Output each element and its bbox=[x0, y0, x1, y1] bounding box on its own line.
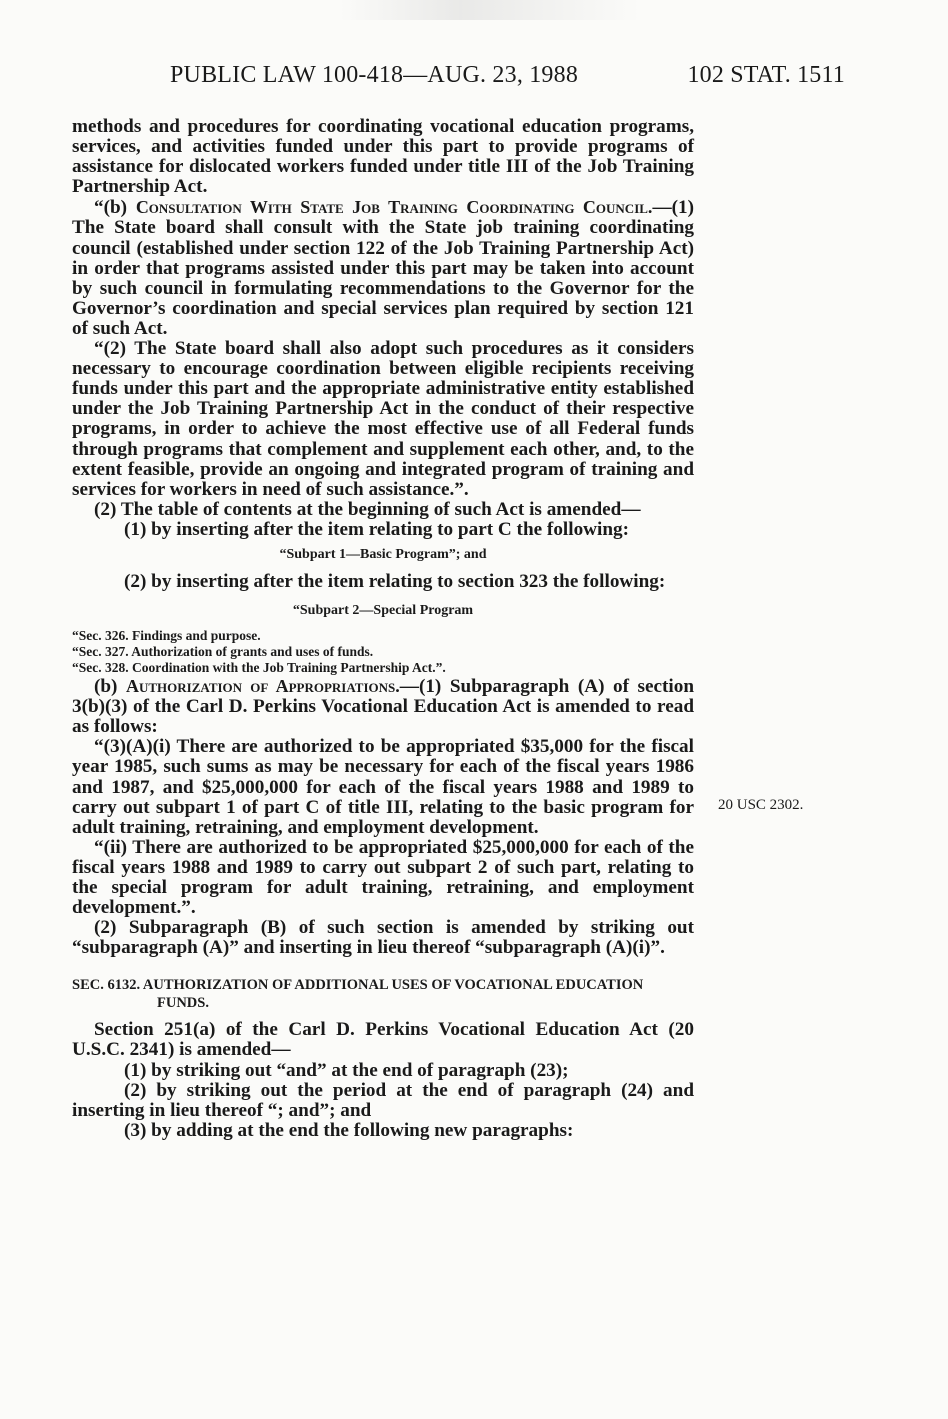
toc-item: “Sec. 328. Coordination with the Job Training Partnership Act.”. bbox=[72, 660, 446, 676]
paragraph: methods and procedures for coordinating vocational education programs, services, and activities funded under this part to provide programs of assistance for dislocated workers funded under title III of the Job Training Partnership Act. bbox=[72, 116, 694, 198]
paragraph-body: —(1) The State board shall consult with the State job training coordinating council (established under section 122 of the Job Training Partnership Act) in order that programs assisted under this part may be taken into account by such council in formulating recommendations to the Governor for the Governor’s coordination and special services plan required by section 121 of such Act. bbox=[72, 197, 694, 339]
margin-citation: 20 USC 2302. bbox=[718, 797, 804, 813]
section-caption: Consultation With State Job Training Coordinating Council. bbox=[135, 197, 653, 218]
toc-item: “Sec. 327. Authorization of grants and uses of funds. bbox=[72, 644, 374, 660]
paragraph: (2) by inserting after the item relating to section 323 the following: bbox=[124, 570, 666, 592]
scan-artifact bbox=[340, 0, 640, 20]
stat-page-number: 102 STAT. 1511 bbox=[687, 62, 845, 88]
paragraph: “(2) The State board shall also adopt such procedures as it considers necessary to encourage coordination between eligible recipients receiving funds under this part and the appropriate administrative entity established under the Job Training Partnership Act in the conduct of their respective programs, in order to achieve the most effective use of all Federal funds through programs that complement and supplement each other, and, to the extent feasible, provide an ongoing and integrated program of training and services for workers in need of such assistance.”. bbox=[72, 338, 694, 500]
paragraph-consultation bbox=[72, 197, 694, 339]
toc-item: “Sec. 326. Findings and purpose. bbox=[72, 628, 261, 644]
paragraph: “(ii) There are authorized to be appropriated $25,000,000 for each of the fiscal years 1988 and 1989 to carry out subpart 2 of such part, relating to the special program for adult training, retraining, and employment development.”. bbox=[72, 836, 694, 919]
paragraph: (2) The table of contents at the beginning of such Act is amended— bbox=[94, 498, 641, 520]
section-heading: SEC. 6132. AUTHORIZATION OF ADDITIONAL USES OF VOCATIONAL EDUCATION FUNDS. bbox=[72, 977, 644, 1012]
paragraph-authorization bbox=[72, 676, 694, 737]
paragraph: Section 251(a) of the Carl D. Perkins Vocational Education Act (20 U.S.C. 2341) is amended— bbox=[72, 1019, 694, 1061]
paragraph-prefix: “(b) bbox=[94, 197, 136, 219]
toc-subpart-2: “Subpart 2—Special Program bbox=[292, 603, 474, 619]
paragraph: (2) by striking out the period at the end of paragraph (24) and inserting in lieu thereof “; and”; and bbox=[72, 1079, 694, 1121]
law-title: PUBLIC LAW 100-418—AUG. 23, 1988 bbox=[170, 62, 579, 88]
toc-subpart-1: “Subpart 1—Basic Program”; and bbox=[279, 546, 487, 562]
paragraph-prefix: (b) bbox=[94, 676, 126, 698]
paragraph: (1) by inserting after the item relating to part C the following: bbox=[124, 518, 630, 540]
paragraph: (1) by striking out “and” at the end of paragraph (23); bbox=[124, 1059, 569, 1081]
section-caption: Authorization of Appropriations. bbox=[126, 676, 400, 697]
paragraph: (2) Subparagraph (B) of such section is amended by striking out “subparagraph (A)” and inserting in lieu thereof “subparagraph (A)(i)”. bbox=[72, 917, 694, 959]
paragraph: (3) by adding at the end the following new paragraphs: bbox=[124, 1119, 574, 1141]
paragraph: “(3)(A)(i) There are authorized to be appropriated $35,000 for the fiscal year 1985, such sums as may be necessary for each of the fiscal years 1986 and 1987, and $25,000,000 for each of the fiscal years 1988 and 1989 to carry out subpart 1 of part C of title III, relating to the basic program for adult training, retraining, and employment development. bbox=[72, 736, 694, 838]
paragraph-body: —(1) Subparagraph (A) of section 3(b)(3) of the Carl D. Perkins Vocational Education Act is amended to read as follows: bbox=[72, 676, 695, 738]
body-text bbox=[72, 117, 694, 1141]
